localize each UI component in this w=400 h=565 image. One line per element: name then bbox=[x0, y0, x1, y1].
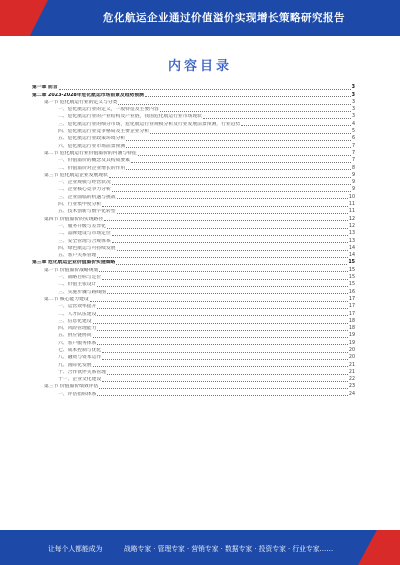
toc-entry[interactable] bbox=[32, 245, 355, 252]
toc-leader-dots bbox=[117, 250, 348, 251]
toc-entry-page: 19 bbox=[348, 340, 355, 346]
toc-entry[interactable] bbox=[32, 296, 355, 303]
toc-entry-page: 15 bbox=[348, 275, 355, 281]
toc-leader-dots bbox=[109, 177, 351, 178]
toc-leader-dots bbox=[126, 147, 351, 148]
toc-entry-page: 12 bbox=[348, 216, 355, 222]
toc-leader-dots bbox=[59, 89, 351, 90]
report-header-banner bbox=[0, 0, 400, 36]
toc-leader-dots bbox=[97, 257, 348, 258]
toc-entry-page: 10 bbox=[348, 194, 355, 200]
toc-entry-page: 22 bbox=[348, 377, 355, 383]
toc-entry-page: 15 bbox=[348, 260, 355, 266]
toc-entry-page: 17 bbox=[348, 311, 355, 317]
toc-entry-label: 一、运营效率提升 bbox=[58, 304, 97, 310]
toc-entry-page: 16 bbox=[348, 289, 355, 295]
toc-entry[interactable] bbox=[32, 361, 355, 368]
toc-entry[interactable] bbox=[32, 281, 355, 288]
toc-leader-dots bbox=[112, 191, 351, 192]
toc-entry[interactable] bbox=[32, 215, 355, 222]
report-title: 危化航运企业通过价值溢价实现增长策略研究报告 bbox=[103, 12, 345, 24]
toc-entry-label: 一、服务升级与差异化 bbox=[58, 223, 106, 229]
toc-entry-page: 13 bbox=[348, 238, 355, 244]
toc-entry-label: 第三节 危化航运企业发展现状 bbox=[44, 172, 108, 178]
toc-entry-page: 3 bbox=[351, 92, 355, 98]
toc-entry-page: 3 bbox=[351, 99, 355, 105]
toc-entry[interactable] bbox=[32, 84, 355, 91]
toc-entry-label: 第一章 前言 bbox=[32, 85, 58, 91]
toc-entry-page: 9 bbox=[351, 180, 355, 186]
toc-leader-dots bbox=[116, 264, 347, 265]
toc-entry-page: 15 bbox=[348, 267, 355, 273]
footer-roles: 战略专家 · 管理专家 · 营销专家 · 数据专家 · 投资专家 · 行业专家…… bbox=[124, 545, 334, 553]
toc-entry[interactable] bbox=[32, 325, 355, 332]
toc-entry[interactable] bbox=[32, 259, 355, 266]
toc-entry-label: 六、危化航运行业市场前景预测 bbox=[58, 143, 126, 149]
toc-entry-page: 6 bbox=[351, 136, 355, 142]
toc-entry[interactable] bbox=[32, 193, 355, 200]
toc-entry-label: 五、危化航运行业政策环境分析 bbox=[58, 136, 126, 142]
toc-leader-dots bbox=[138, 155, 351, 156]
toc-leader-dots bbox=[107, 293, 348, 294]
toc-entry-label: 第一节 价值溢价战略规划 bbox=[44, 267, 99, 273]
toc-entry-label: 第一节 危化航运行业的定义与分类 bbox=[44, 99, 118, 105]
toc-entry[interactable] bbox=[32, 332, 355, 339]
toc-entry[interactable] bbox=[32, 186, 355, 193]
toc-entry-label: 一、危化航运行业的定义，一般特征及主要内容 bbox=[58, 107, 159, 113]
toc-entry[interactable] bbox=[32, 266, 355, 273]
footer-banner bbox=[0, 530, 400, 565]
toc-entry-page: 3 bbox=[351, 114, 355, 120]
toc-entry-label: 一、战略目标与定位 bbox=[58, 275, 102, 281]
toc-entry-page: 13 bbox=[348, 231, 355, 237]
toc-entry-label: 十一、企业文化建设 bbox=[58, 377, 102, 383]
toc-leader-dots bbox=[102, 352, 348, 353]
toc-leader-dots bbox=[97, 344, 348, 345]
toc-entry[interactable] bbox=[32, 376, 355, 383]
toc-entry-label: 第二节 核心能力建设 bbox=[44, 296, 89, 302]
toc-entry[interactable] bbox=[32, 164, 355, 171]
toc-leader-dots bbox=[97, 315, 348, 316]
toc-entry-label: 六、客户服务体系 bbox=[58, 340, 97, 346]
toc-entry-page: 11 bbox=[348, 202, 355, 208]
toc-leader-dots bbox=[126, 169, 351, 170]
toc-leader-dots bbox=[102, 206, 348, 207]
toc-leader-dots bbox=[112, 184, 351, 185]
toc-entry-label: 二、品牌建设与市场定位 bbox=[58, 231, 111, 237]
toc-entry-label: 五、客户关系管理 bbox=[58, 253, 97, 259]
toc-entry-label: 第三节 价值溢价绩效评估 bbox=[44, 384, 99, 390]
toc-entry-label: 二、人才队伍建设 bbox=[58, 311, 97, 317]
toc-entry-page: 19 bbox=[348, 333, 355, 339]
toc-entry-label: 七、成本控制与优化 bbox=[58, 347, 102, 353]
toc-entry[interactable] bbox=[32, 230, 355, 237]
toc-entry-page: 9 bbox=[351, 172, 355, 178]
toc-leader-dots bbox=[131, 162, 351, 163]
toc-entry-label: 三、企业面临的机遇与挑战 bbox=[58, 194, 116, 200]
toc-leader-dots bbox=[112, 242, 348, 243]
toc-entry-label: 三、安全管理与合规体系 bbox=[58, 238, 111, 244]
toc-leader-dots bbox=[97, 308, 348, 309]
toc-leader-dots bbox=[150, 133, 351, 134]
toc-leader-dots bbox=[102, 279, 348, 280]
toc-leader-dots bbox=[117, 213, 348, 214]
header-red-accent bbox=[0, 0, 48, 36]
toc-entry-label: 一、价值溢价的概念及其构成要素 bbox=[58, 158, 130, 164]
toc-entry-label: 二、危化航运行业的产业结构及产业链，我国危化航运行业市场现状 bbox=[58, 114, 202, 120]
toc-leader-dots bbox=[93, 366, 348, 367]
toc-entry[interactable] bbox=[32, 113, 355, 120]
toc-entry[interactable] bbox=[32, 201, 355, 208]
toc-entry-page: 17 bbox=[348, 304, 355, 310]
toc-leader-dots bbox=[99, 388, 348, 389]
toc-entry-page: 7 bbox=[351, 143, 355, 149]
toc-entry[interactable] bbox=[32, 318, 355, 325]
footer-slogan: 让每个人都能成为 bbox=[48, 545, 103, 553]
toc-entry-page: 23 bbox=[348, 384, 355, 390]
toc-leader-dots bbox=[241, 125, 351, 126]
toc-entry-label: 二、价值主张设计 bbox=[58, 282, 97, 288]
toc-entry-label: 四、风险管理能力 bbox=[58, 326, 97, 332]
toc-entry-page: 21 bbox=[348, 369, 355, 375]
toc-entry-page: 5 bbox=[351, 129, 355, 135]
toc-entry-label: 四、危化航运行业竞争格局及主要企业分析 bbox=[58, 129, 150, 135]
toc-entry-page: 15 bbox=[348, 282, 355, 288]
toc-entry-label: 三、实施步骤与路线图 bbox=[58, 289, 106, 295]
toc-entry-page: 20 bbox=[348, 355, 355, 361]
toc-entry[interactable] bbox=[32, 339, 355, 346]
toc-leader-dots bbox=[97, 286, 348, 287]
toc-entry-page: 20 bbox=[348, 347, 355, 353]
toc-entry[interactable] bbox=[32, 237, 355, 244]
toc-leader-dots bbox=[145, 96, 351, 97]
toc-entry[interactable] bbox=[32, 135, 355, 142]
footer-red-accent bbox=[358, 530, 400, 565]
toc-entry[interactable] bbox=[32, 369, 355, 376]
toc-entry[interactable] bbox=[32, 288, 355, 295]
toc-entry-label: 第二章 2023-2028年危化航运市场前景及趋势预测 bbox=[32, 92, 144, 98]
toc-entry[interactable] bbox=[32, 128, 355, 135]
toc-entry[interactable] bbox=[32, 91, 355, 98]
toc-entry-page: 18 bbox=[348, 326, 355, 332]
toc-entry[interactable] bbox=[32, 347, 355, 354]
toc-leader-dots bbox=[126, 140, 351, 141]
toc-entry-label: 四、绿色航运与可持续发展 bbox=[58, 245, 116, 251]
toc-entry-label: 五、供应链协同 bbox=[58, 333, 92, 339]
toc-entry-label: 一、企业规模与经营状况 bbox=[58, 180, 111, 186]
toc-leader-dots bbox=[118, 104, 350, 105]
toc-entry-label: 十、合作伙伴关系管理 bbox=[58, 369, 106, 375]
toc-entry[interactable] bbox=[32, 208, 355, 215]
table-of-contents bbox=[32, 84, 355, 398]
toc-entry[interactable] bbox=[32, 150, 355, 157]
toc-entry-label: 三、危化航运行业的细分市场，危化航运行业规模分析及行业发展前景预测，行业趋势 bbox=[58, 121, 241, 127]
toc-entry-page: 24 bbox=[348, 391, 355, 397]
toc-entry-page: 7 bbox=[351, 150, 355, 156]
toc-entry-label: 第三章 危化航运企业价值溢价实施策略 bbox=[32, 260, 116, 266]
toc-leader-dots bbox=[203, 118, 351, 119]
toc-entry[interactable] bbox=[32, 274, 355, 281]
toc-entry-label: 八、融资与资本运作 bbox=[58, 355, 102, 361]
toc-entry-page: 11 bbox=[348, 209, 355, 215]
toc-entry-page: 3 bbox=[351, 107, 355, 113]
toc-leader-dots bbox=[102, 359, 348, 360]
toc-entry[interactable] bbox=[32, 120, 355, 127]
toc-leader-dots bbox=[93, 323, 348, 324]
toc-entry-label: 一、评估指标体系 bbox=[58, 391, 97, 397]
toc-entry-page: 17 bbox=[348, 296, 355, 302]
toc-entry-page: 3 bbox=[351, 85, 355, 91]
toc-leader-dots bbox=[104, 220, 348, 221]
toc-leader-dots bbox=[117, 198, 348, 199]
toc-entry-page: 14 bbox=[348, 245, 355, 251]
toc-entry[interactable] bbox=[32, 310, 355, 317]
toc-entry[interactable] bbox=[32, 179, 355, 186]
toc-leader-dots bbox=[99, 271, 348, 272]
toc-leader-dots bbox=[102, 381, 348, 382]
toc-entry-page: 4 bbox=[351, 121, 355, 127]
toc-entry[interactable] bbox=[32, 99, 355, 106]
toc-leader-dots bbox=[97, 330, 348, 331]
toc-heading: 内容目录 bbox=[167, 59, 232, 74]
toc-entry[interactable] bbox=[32, 303, 355, 310]
toc-entry-page: 7 bbox=[351, 158, 355, 164]
toc-leader-dots bbox=[160, 111, 351, 112]
toc-entry-label: 九、国际化发展 bbox=[58, 362, 92, 368]
toc-entry-label: 二、企业核心竞争力分析 bbox=[58, 187, 111, 193]
toc-entry-label: 二、价值溢价对企业增长的作用 bbox=[58, 165, 126, 171]
toc-entry-page: 8 bbox=[351, 165, 355, 171]
toc-entry[interactable] bbox=[32, 142, 355, 149]
toc-entry-label: 第四节 价值溢价的实现路径 bbox=[44, 216, 104, 222]
toc-entry-page: 21 bbox=[348, 362, 355, 368]
toc-entry[interactable] bbox=[32, 172, 355, 179]
toc-entry-page: 12 bbox=[348, 223, 355, 229]
toc-leader-dots bbox=[107, 374, 348, 375]
toc-entry[interactable] bbox=[32, 383, 355, 390]
toc-entry[interactable] bbox=[32, 223, 355, 230]
toc-entry-label: 第二节 危化航运行业价值溢价的内涵与特征 bbox=[44, 150, 137, 156]
toc-entry-label: 四、行业集中度分析 bbox=[58, 202, 102, 208]
toc-entry[interactable] bbox=[32, 106, 355, 113]
toc-entry[interactable] bbox=[32, 252, 355, 259]
toc-entry-page: 9 bbox=[351, 187, 355, 193]
toc-leader-dots bbox=[112, 235, 348, 236]
toc-entry[interactable] bbox=[32, 390, 355, 397]
toc-entry[interactable] bbox=[32, 354, 355, 361]
toc-leader-dots bbox=[93, 337, 348, 338]
toc-leader-dots bbox=[90, 301, 348, 302]
toc-entry-page: 18 bbox=[348, 318, 355, 324]
toc-leader-dots bbox=[97, 395, 348, 396]
toc-entry[interactable] bbox=[32, 157, 355, 164]
toc-entry-label: 三、信息化建设 bbox=[58, 318, 92, 324]
toc-entry-label: 五、技术创新与数字化转型 bbox=[58, 209, 116, 215]
toc-entry-page: 14 bbox=[348, 253, 355, 259]
toc-leader-dots bbox=[107, 228, 348, 229]
